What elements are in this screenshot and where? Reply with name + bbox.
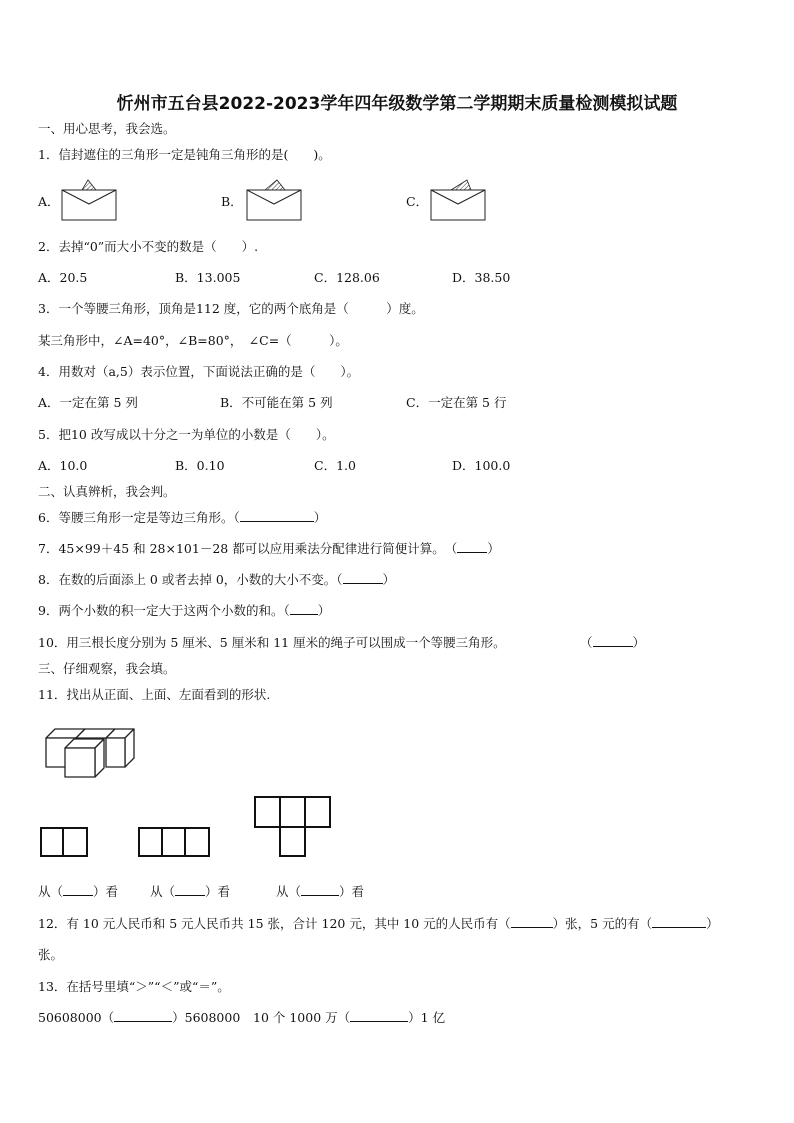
q7-answer-blank[interactable] — [457, 541, 487, 553]
question-10-stem: 10．用三根长度分别为 5 厘米、5 厘米和 11 厘米的绳子可以围成一个等腰三角形。 — [38, 635, 506, 650]
q11-view-3-blank[interactable] — [301, 884, 339, 896]
q13-left-number: 50608000（ — [38, 1010, 115, 1025]
q6-answer-blank[interactable] — [240, 510, 314, 522]
q9-close: ） — [317, 603, 331, 618]
question-8 — [38, 572, 395, 588]
q2-option-c: C．128.06 — [314, 270, 380, 285]
q12-line-2: 张。 — [38, 947, 64, 962]
q13-compare-1 — [38, 1010, 240, 1026]
section-heading-3: 三、仔细观察，我会填。 — [38, 661, 176, 676]
question-6 — [38, 510, 326, 526]
q2-option-a: A．20.5 — [38, 270, 88, 285]
q2-option-d: D．38.50 — [452, 270, 511, 285]
question-1-stem: 1．信封遮住的三角形一定是钝角三角形的是( )。 — [38, 147, 331, 162]
q13-blank-2[interactable] — [350, 1010, 408, 1022]
q6-close: ） — [313, 510, 327, 525]
q10-open: （ — [580, 635, 593, 650]
q11-view-2-label — [150, 884, 230, 900]
q11-cube-solid-figure — [44, 725, 144, 785]
q11-view-three-squares — [138, 827, 212, 859]
q10-answer-blank[interactable] — [593, 635, 633, 647]
q8-stem: 8．在数的后面添上 0 或者去掉 0，小数的大小不变。（ — [38, 572, 343, 587]
q11-view-3-suffix: ）看 — [339, 884, 365, 899]
question-12 — [38, 916, 719, 932]
q9-answer-blank[interactable] — [290, 603, 318, 615]
question-2-stem: 2．去掉“0”而大小不变的数是（ ）. — [38, 239, 259, 254]
q9-stem: 9．两个小数的积一定大于这两个小数的和。（ — [38, 603, 290, 618]
q12-blank-1[interactable] — [511, 916, 553, 928]
q13-left-end: ）5608000 — [172, 1010, 241, 1025]
q11-view-1-blank[interactable] — [63, 884, 93, 896]
q13-right-end: ）1 亿 — [408, 1010, 446, 1025]
q1-option-b-envelope-figure — [245, 178, 305, 223]
section-heading-1: 一、用心思考，我会选。 — [38, 121, 176, 136]
q11-view-1-prefix: 从（ — [38, 884, 64, 899]
question-3b-stem: 某三角形中，∠A=40°，∠B=80°， ∠C=（ ）。 — [38, 333, 348, 348]
question-13-stem: 13．在括号里填“＞”“＜”或“＝”。 — [38, 979, 230, 994]
q1-option-c-label: C． — [406, 194, 429, 209]
q12-stem: 12．有 10 元人民币和 5 元人民币共 15 张，合计 120 元，其中 10 元的人民币有（ — [38, 916, 511, 931]
q12-mid: ）张，5 元的有（ — [552, 916, 653, 931]
question-11-stem: 11．找出从正面、上面、左面看到的形状. — [38, 687, 271, 702]
q11-view-2-prefix: 从（ — [150, 884, 176, 899]
question-9 — [38, 603, 330, 619]
question-5-stem: 5．把10 改写成以十分之一为单位的小数是（ ）。 — [38, 427, 335, 442]
q12-close: ） — [706, 916, 719, 931]
q8-close: ） — [382, 572, 396, 587]
q7-close: ） — [487, 541, 500, 556]
q11-view-two-squares — [40, 827, 90, 859]
q13-right-number: 10 个 1000 万（ — [253, 1010, 351, 1025]
q11-view-2-blank[interactable] — [175, 884, 205, 896]
q6-stem: 6．等腰三角形一定是等边三角形。（ — [38, 510, 240, 525]
q11-view-1-suffix: ）看 — [93, 884, 119, 899]
q12-blank-2[interactable] — [652, 916, 706, 928]
q13-compare-2 — [253, 1010, 445, 1026]
page-title: 忻州市五台县2022-2023学年四年级数学第二学期期末质量检测模拟试题 — [116, 94, 678, 114]
q4-option-c: C．一定在第 5 行 — [406, 395, 507, 410]
q1-option-c-envelope-figure — [429, 178, 489, 223]
question-3-stem: 3．一个等腰三角形，顶角是112 度，它的两个底角是（ ）度。 — [38, 301, 424, 316]
q11-view-2-suffix: ）看 — [205, 884, 231, 899]
q4-option-a: A．一定在第 5 列 — [38, 395, 138, 410]
q1-option-a-label: A． — [38, 194, 60, 209]
question-10-answer — [580, 635, 645, 651]
q5-option-b: B．0.10 — [175, 458, 225, 473]
q5-option-a: A．10.0 — [38, 458, 88, 473]
q5-option-d: D．100.0 — [452, 458, 511, 473]
q1-option-b-label: B． — [221, 194, 243, 209]
q1-option-a-envelope-figure — [60, 178, 120, 223]
q13-blank-1[interactable] — [114, 1010, 172, 1022]
section-heading-2: 二、认真辨析，我会判。 — [38, 484, 176, 499]
q5-option-c: C．1.0 — [314, 458, 356, 473]
q11-view-3-prefix: 从（ — [276, 884, 302, 899]
q11-view-3-label — [276, 884, 364, 900]
q7-stem: 7．45×99＋45 和 28×101－28 都可以应用乘法分配律进行简便计算。 （ — [38, 541, 458, 556]
q11-view-1-label — [38, 884, 118, 900]
question-4-stem: 4．用数对（a,5）表示位置，下面说法正确的是（ ）。 — [38, 364, 360, 379]
q8-answer-blank[interactable] — [343, 572, 383, 584]
question-7 — [38, 541, 500, 557]
q4-option-b: B．不可能在第 5 列 — [220, 395, 333, 410]
q10-close: ） — [632, 635, 646, 650]
q2-option-b: B．13.005 — [175, 270, 241, 285]
q11-view-t-shape — [254, 796, 332, 858]
